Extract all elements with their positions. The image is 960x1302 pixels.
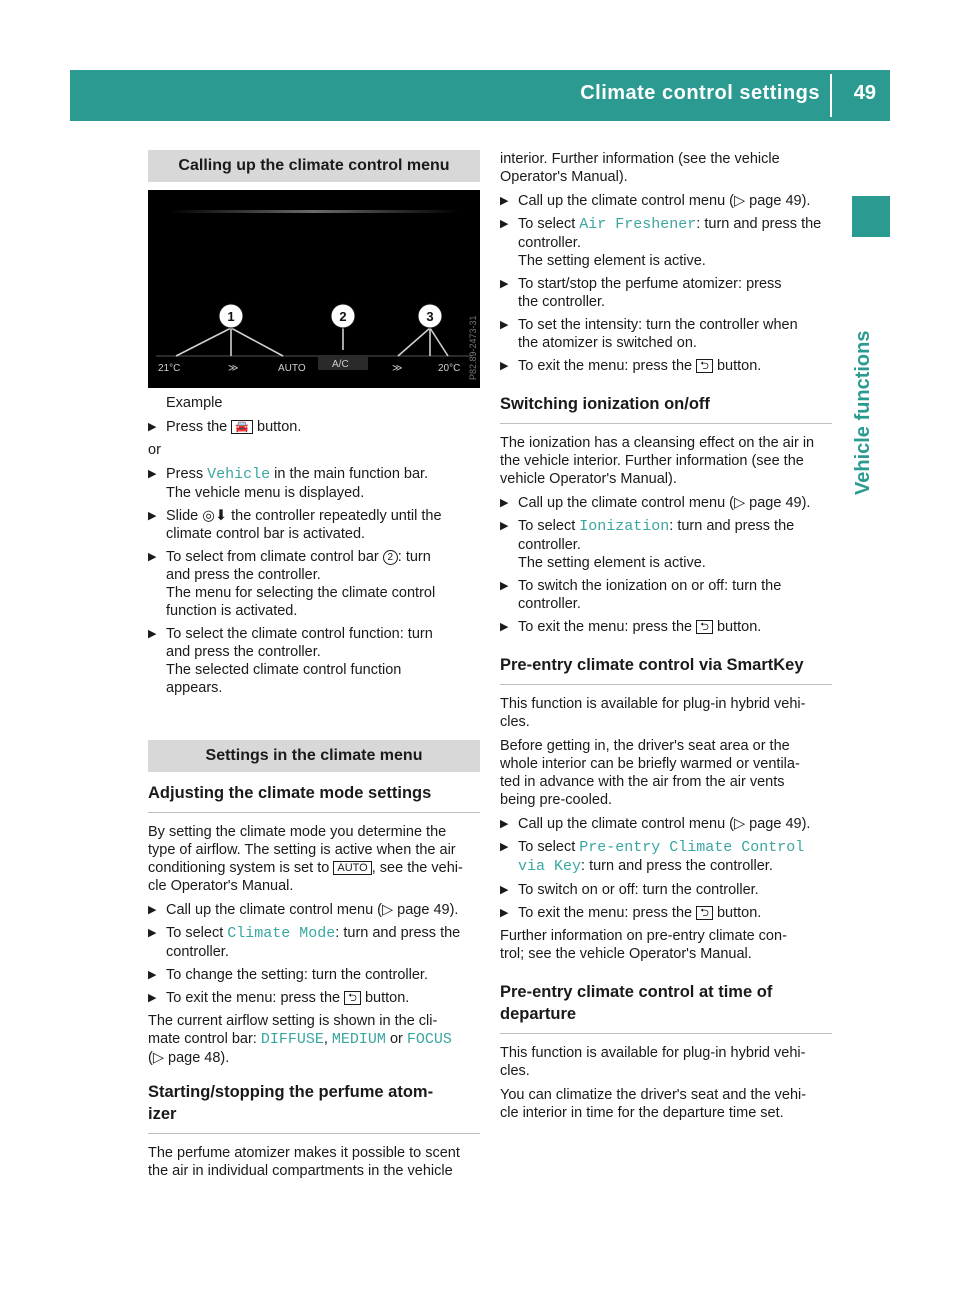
heading-calling-up: Calling up the climate control menu	[148, 150, 480, 182]
step-press-button: ▶ Press the 🚘 button.	[148, 418, 480, 436]
step-select-climate-mode: ▶ To select Climate Mode: turn and press the controller.	[148, 924, 480, 961]
paragraph-airflow: The current airflow setting is shown in the cli- mate control bar: DIFFUSE, MEDIUM or FOCUS (▷ page 48).	[148, 1013, 452, 1066]
car-icon: 🚘	[231, 420, 253, 434]
climate-mode-code: Climate Mode	[227, 925, 336, 942]
header-title: Climate control settings	[580, 82, 820, 104]
heading-adjust-mode: Adjusting the climate mode settings	[148, 782, 480, 813]
paragraph-interior: interior. Further information (see the vehicle Operator's Manual).	[500, 151, 780, 185]
image-code: P82.89-2473-31	[468, 315, 478, 380]
air-freshener-code: Air Freshener	[579, 216, 697, 233]
step-press-vehicle: ▶ Press Vehicle in the main function bar. The vehicle menu is displayed.	[148, 465, 480, 502]
back-icon: ⮌	[696, 359, 713, 373]
step-switch-on-off: ▶ To switch on or off: turn the controller.	[500, 881, 832, 899]
heading-ionization: Switching ionization on/off	[500, 393, 832, 424]
step-exit-menu-4: ▶ To exit the menu: press the ⮌ button.	[500, 904, 832, 922]
step-call-up-menu-4: ▶ Call up the climate control menu (▷ page 49).	[500, 815, 832, 833]
climate-display-image	[148, 190, 480, 388]
step-select-function: ▶ To select the climate control function: turn and press the controller. The selected climate control function appears.	[148, 625, 480, 697]
heading-departure: Pre-entry climate control at time of departure	[500, 981, 832, 1034]
focus-code: FOCUS	[406, 1031, 452, 1048]
step-start-stop-atomizer: ▶ To start/stop the perfume atomizer: press the controller.	[500, 275, 832, 311]
step-switch-ionization: ▶ To switch the ionization on or off: turn the controller.	[500, 577, 832, 613]
paragraph-plugin-hybrid-2: This function is available for plug-in hybrid vehi- cles.	[500, 1045, 806, 1079]
callout-2-icon: 2	[383, 550, 398, 565]
page-number: 49	[853, 82, 876, 104]
ionization-code: Ionization	[579, 518, 670, 535]
diffuse-code: DIFFUSE	[260, 1031, 324, 1048]
temp-left-label: 21°C	[158, 363, 181, 374]
paragraph-climate-mode: By setting the climate mode you determine the type of airflow. The setting is active when the air conditioning system is set to AUTO , see the vehi- cle Operator's Manual.	[148, 824, 463, 894]
step-slide-controller: ▶ Slide ◎⬇ the controller repeatedly until the climate control bar is activated.	[148, 507, 480, 543]
callout-2: 2	[339, 309, 347, 324]
temp-right-label: 20°C	[438, 363, 461, 374]
back-icon: ⮌	[696, 620, 713, 634]
controller-slide-icon: ◎⬇	[202, 508, 228, 524]
heading-pre-entry-smartkey: Pre-entry climate control via SmartKey	[500, 654, 832, 685]
step-select-climate-bar: ▶ To select from climate control bar 2 : turn and press the controller. The menu for selecting the climate control function is activated.	[148, 548, 480, 620]
auto-label: AUTO	[278, 363, 306, 374]
paragraph-plugin-hybrid: This function is available for plug-in hybrid vehi- cles.	[500, 696, 806, 730]
step-exit-menu: ▶ To exit the menu: press the ⮌ button.	[148, 989, 480, 1007]
vehicle-menu-code: Vehicle	[207, 466, 271, 483]
airflow-left-icon: ≫	[228, 363, 239, 374]
heading-perfume: Starting/stopping the perfume atom- izer	[148, 1081, 480, 1134]
medium-code: MEDIUM	[331, 1031, 386, 1048]
heading-settings: Settings in the climate menu	[148, 740, 480, 772]
or-text: or	[148, 442, 161, 458]
step-select-ionization: ▶ To select Ionization: turn and press the controller. The setting element is active.	[500, 517, 832, 572]
step-select-pre-entry: ▶ To select Pre-entry Climate Control via Key: turn and press the controller.	[500, 838, 832, 876]
step-exit-menu-3: ▶ To exit the menu: press the ⮌ button.	[500, 618, 832, 636]
step-call-up-menu-2: ▶ Call up the climate control menu (▷ page 49).	[500, 192, 832, 210]
section-tab	[852, 196, 890, 237]
figure-caption: Example	[166, 395, 223, 411]
back-icon: ⮌	[344, 991, 361, 1005]
paragraph-climatize: You can climatize the driver's seat and the vehi- cle interior in time for the departure time set.	[500, 1087, 807, 1121]
paragraph-ionization: The ionization has a cleansing effect on the air in the vehicle interior. Further information (see the vehicle Operator's Manual).	[500, 435, 815, 487]
step-call-up-menu-3: ▶ Call up the climate control menu (▷ page 49).	[500, 494, 832, 512]
header-separator	[830, 74, 832, 117]
callout-1: 1	[227, 309, 235, 324]
back-icon: ⮌	[696, 906, 713, 920]
page-header	[70, 70, 890, 121]
left-column	[148, 150, 480, 1186]
paragraph-perfume: The perfume atomizer makes it possible to scent the air in individual compartments in the vehicle	[148, 1145, 460, 1179]
callout-3: 3	[426, 309, 434, 324]
step-exit-menu-2: ▶ To exit the menu: press the ⮌ button.	[500, 357, 832, 375]
step-change-setting: ▶ To change the setting: turn the controller.	[148, 966, 480, 984]
right-column	[500, 150, 832, 1128]
via-key-code: via Key	[518, 858, 582, 875]
paragraph-before-getting-in: Before getting in, the driver's seat area or the whole interior can be briefly warmed or ventila- ted in advance with the air from the air vents being pre-cooled.	[500, 738, 800, 808]
climate-bar-illustration	[148, 190, 480, 388]
step-select-air-freshener: ▶ To select Air Freshener: turn and press the controller. The setting element is active.	[500, 215, 832, 270]
pre-entry-code: Pre-entry Climate Control	[579, 839, 805, 856]
airflow-right-icon: ≫	[392, 363, 403, 374]
side-section-label: Vehicle functions	[852, 330, 874, 495]
step-call-up-menu: ▶ Call up the climate control menu (▷ page 49).	[148, 901, 480, 919]
ac-label: A/C	[332, 359, 349, 370]
step-set-intensity: ▶ To set the intensity: turn the controller when the atomizer is switched on.	[500, 316, 832, 352]
paragraph-further-info: Further information on pre-entry climate con- trol; see the vehicle Operator's Manual.	[500, 928, 787, 962]
auto-icon: AUTO	[333, 861, 371, 875]
